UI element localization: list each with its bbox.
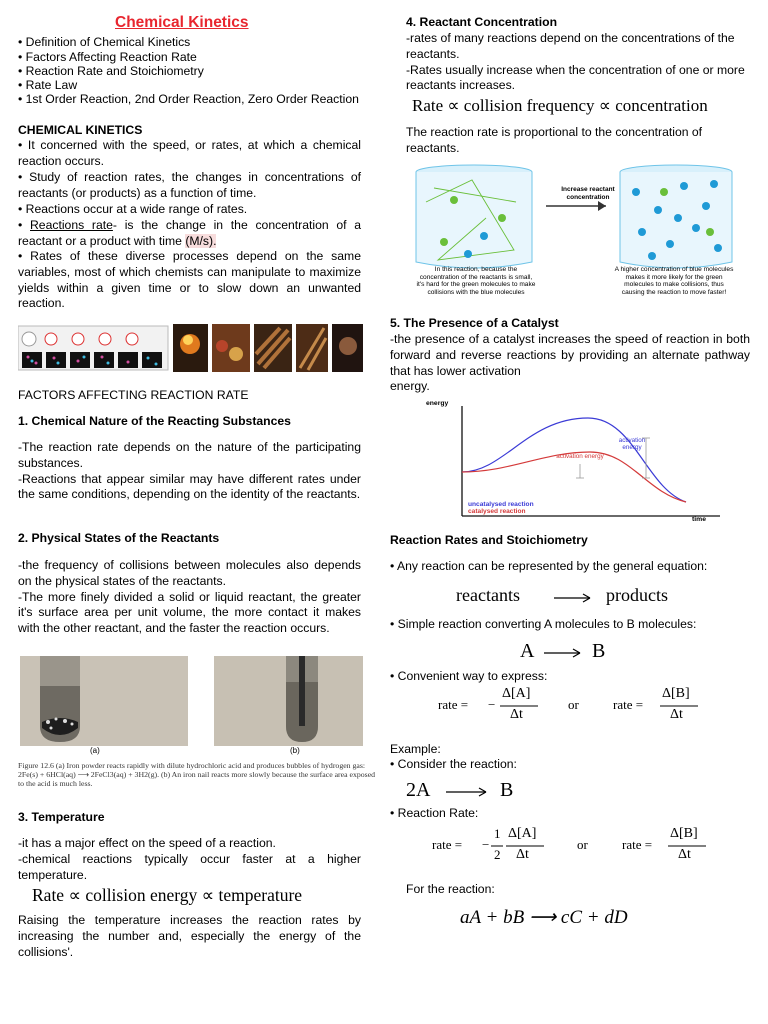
reaction-arrow xyxy=(542,646,586,660)
factor-3-after: Raising the temperature increases the reaction rates by increasing the number and, especially the energy of the collisions'. xyxy=(18,913,361,959)
activation-label-uncatalysed: activation energy xyxy=(618,437,646,451)
example-label: Example: xyxy=(390,742,441,756)
energy-graph xyxy=(424,398,724,526)
paragraph: • Simple reaction converting A molecules to B molecules: xyxy=(390,617,697,631)
arrow-label: Increase reactant concentration xyxy=(561,186,615,201)
factor-4-after: The reaction rate is proportional to the concentration of reactants. xyxy=(406,125,703,155)
figure-label-b: (b) xyxy=(290,746,300,755)
section-heading-chemical-kinetics: CHEMICAL KINETICS xyxy=(18,123,143,137)
equation-2a-to-b: 2A B xyxy=(406,779,514,801)
rate-expression-2a: rate = − 1 2 Δ[A] Δt or rate = Δ[B] Δt xyxy=(432,824,732,866)
term-reactions-rate: Reactions rate xyxy=(30,218,113,232)
page-title: Chemical Kinetics xyxy=(115,14,249,31)
factor-5-heading: 5. The Presence of a Catalyst xyxy=(390,316,559,330)
factor-4-body: -rates of many reactions depend on the concentrations of the reactants. -Rates usually increase when the concentration of one or more reactants increases. xyxy=(406,31,745,93)
equation-a-to-b: A B xyxy=(520,640,606,662)
factor-4-heading: 4. Reactant Concentration xyxy=(406,15,558,29)
factor-2-body: -the frequency of collisions between molecules also depends on the physical states of the reactants. -The more finely divided a solid or liquid reactant, the greater it's surface area per unit volume, the more contact it makes with the other reactant, and the faster the reaction occurs. xyxy=(18,558,361,636)
figure-caption: Figure 12.6 (a) Iron powder reacts rapidly with dilute hydrochloric acid and produces bubbles of hydrogen gas: 2Fe(s) + 6HCl(aq) ⟶ 2FeCl3(aq) + 3H2(g). (b) An iron nail reacts more slowly because the surface area exposed to the acid is much less. xyxy=(18,761,376,789)
factor-3-body: -it has a major effect on the speed of a reaction. -chemical reactions typically occur faster at a higher temperature. xyxy=(18,836,361,882)
rate-expression-ab: rate = − Δ[A] Δt or rate = Δ[B] Δt xyxy=(438,684,738,726)
temperature-equation: Rate ∝ collision energy ∝ temperature xyxy=(32,885,303,905)
legend-uncatalysed: uncatalysed reaction xyxy=(468,501,534,508)
factor-5-body: -the presence of a catalyst increases the speed of reaction in both forward and reverse reactions by providing an alternate pathway that has lower activation energy. xyxy=(390,332,750,394)
outline-item: • 1st Order Reaction, 2nd Order Reaction, Zero Order Reaction xyxy=(18,92,359,106)
outline-item: • Reaction Rate and Stoichiometry xyxy=(18,64,204,78)
equation-reactants-products: reactants products xyxy=(456,585,668,605)
for-reaction-label: For the reaction: xyxy=(406,882,495,896)
paragraph: • Convenient way to express: xyxy=(390,669,548,683)
factor-3-heading: 3. Temperature xyxy=(18,810,105,824)
reaction-arrow xyxy=(444,785,494,799)
photo-strip-graphic xyxy=(18,324,363,372)
activation-label-catalysed: activation energy xyxy=(556,453,604,460)
outline-item: • Factors Affecting Reaction Rate xyxy=(18,50,197,64)
test-tube-figure xyxy=(18,656,363,746)
test-tube-photos xyxy=(18,656,363,746)
factor-1-body: -The reaction rate depends on the nature of the participating substances. -Reactions that appear similar may have different rates under the same conditions, depending on the identity of the reactants. xyxy=(18,440,361,502)
beaker-caption-right: A higher concentration of blue molecules makes it more likely for the green molecules to make collisions, thus causing the reaction to move faster! xyxy=(614,266,734,296)
paragraph-reactions-rate: • Reactions rate- is the change in the concentration of a reactant or a product with time (M/s). xyxy=(18,218,362,248)
unit-highlight: (M/s). xyxy=(185,233,217,248)
legend-catalysed: catalysed reaction xyxy=(468,508,526,515)
paragraph: • Any reaction can be represented by the general equation: xyxy=(390,559,708,573)
factor-1-heading: 1. Chemical Nature of the Reacting Substances xyxy=(18,414,291,428)
paragraph: • Reactions occur at a wide range of rates. xyxy=(18,202,248,216)
paragraph: • Consider the reaction: xyxy=(390,757,517,771)
beakers-graphic xyxy=(414,162,734,272)
reaction-arrow xyxy=(552,591,596,605)
paragraph: • Rates of these diverse processes depend on the same variables, most of which chemists can manipulate to maximize yields within a given time or to slow down an unwanted reaction. xyxy=(18,249,361,311)
factor-2-heading: 2. Physical States of the Reactants xyxy=(18,531,220,545)
beaker-caption-left: In this reaction, because the concentration of the reactants is small, it's hard for the green molecules to make collisions with the blue molecules xyxy=(416,266,536,296)
paragraph: • Reaction Rate: xyxy=(390,806,479,820)
section-heading-factors: FACTORS AFFECTING REACTION RATE xyxy=(18,388,249,402)
concentration-equation: Rate ∝ collision frequency ∝ concentration xyxy=(412,96,708,115)
stoichiometry-heading: Reaction Rates and Stoichiometry xyxy=(390,533,588,547)
figure-label-a: (a) xyxy=(90,746,100,755)
graph-x-label: time xyxy=(692,516,706,523)
paragraph: • Study of reaction rates, the changes in concentrations of reactants (or products) as a function of time. xyxy=(18,170,361,200)
outline-item: • Rate Law xyxy=(18,78,78,92)
concentration-diagram xyxy=(414,162,734,312)
general-equation: aA + bB ⟶ cC + dD xyxy=(460,907,628,928)
outline-item: • Definition of Chemical Kinetics xyxy=(18,35,191,49)
paragraph: • It concerned with the speed, or rates, at which a chemical reaction occurs. xyxy=(18,138,361,168)
graph-y-label: energy xyxy=(426,400,449,407)
reaction-photo-strip xyxy=(18,324,363,372)
